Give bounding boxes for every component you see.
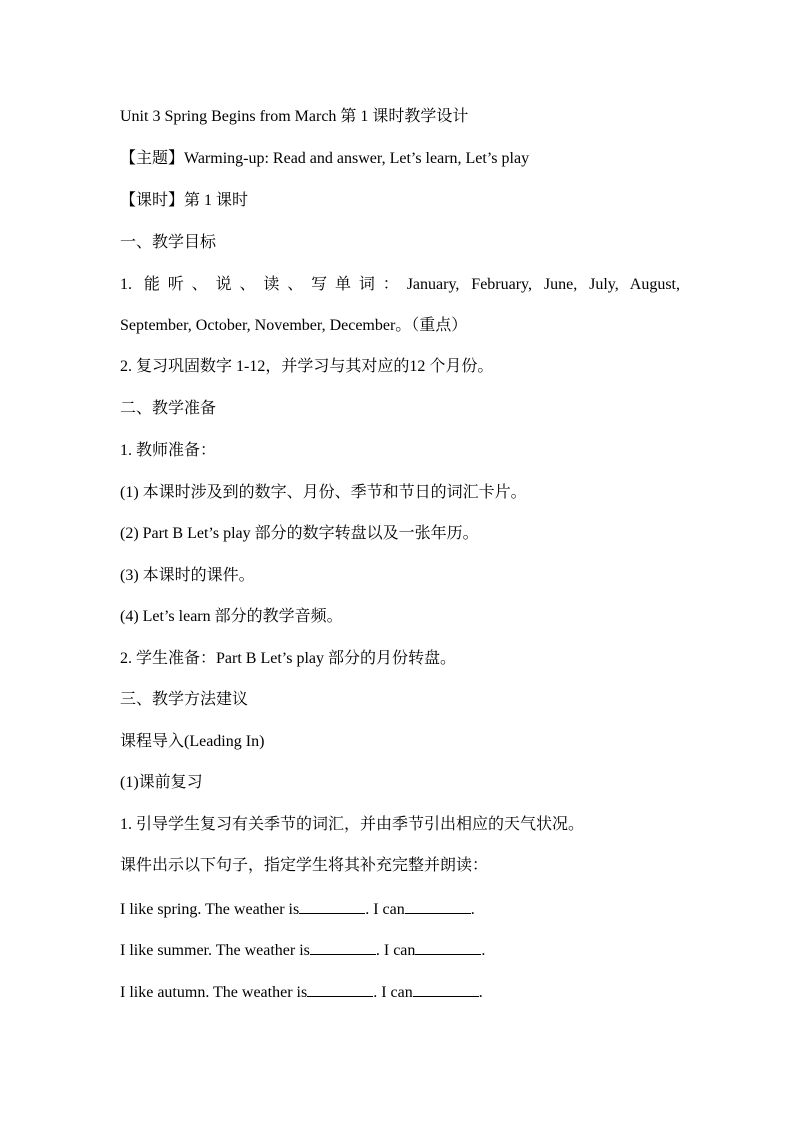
exercise-sentence	[120, 939, 680, 961]
sentence-text: .	[481, 942, 486, 959]
document-title: Unit 3 Spring Begins from March 第 1 课时教学设计	[120, 108, 469, 125]
section-heading-preparation: 二、教学准备	[120, 400, 217, 417]
sentence-text: I like spring. The weather is	[120, 901, 300, 918]
exercise-sentence	[120, 981, 680, 1003]
blank-field	[415, 939, 481, 955]
objective-item-1-line-1: 1. 能听、说、读、写单词：January, February, June, July, August,	[120, 276, 680, 293]
review-heading: (1)课前复习	[120, 774, 203, 791]
objective-item-2: 2. 复习巩固数字 1-12，并学习与其对应的12 个月份。	[120, 358, 494, 375]
instruction-line: 课件出示以下句子，指定学生将其补充完整并朗读：	[120, 857, 489, 874]
sentence-text: . I can	[373, 984, 413, 1001]
sentence-text: I like summer. The weather is	[120, 942, 310, 959]
section-heading-objectives: 一、教学目标	[120, 234, 217, 251]
sentence-text: . I can	[375, 942, 416, 959]
sentence-text: .	[470, 901, 475, 918]
sentence-text: I like autumn. The weather is	[120, 984, 308, 1001]
blank-field	[299, 898, 365, 914]
review-step-1: 1. 引导学生复习有关季节的词汇，并由季节引出相应的天气状况。	[120, 816, 585, 833]
theme-line: 【主题】Warming-up: Read and answer, Let’s learn, Let’s play	[120, 150, 530, 167]
teacher-prep: 1. 教师准备：	[120, 442, 217, 459]
student-prep: 2. 学生准备：Part B Let’s play 部分的月份转盘。	[120, 650, 456, 667]
sentence-text: .	[478, 984, 483, 1001]
exercise-sentence	[120, 898, 680, 920]
teacher-prep-item-4: (4) Let’s learn 部分的教学音频。	[120, 608, 343, 625]
blank-field	[307, 981, 373, 997]
leading-in-heading: 课程导入(Leading In)	[120, 733, 265, 750]
teacher-prep-item-1: (1) 本课时涉及到的数字、月份、季节和节日的词汇卡片。	[120, 484, 527, 501]
sentence-text: . I can	[365, 901, 405, 918]
section-heading-methods: 三、教学方法建议	[120, 691, 249, 708]
teacher-prep-item-3: (3) 本课时的课件。	[120, 567, 255, 584]
blank-field	[405, 898, 471, 914]
objective-item-1-line-2: September, October, November, December。（重点）	[120, 317, 468, 334]
blank-field	[413, 981, 479, 997]
teacher-prep-item-2: (2) Part B Let’s play 部分的数字转盘以及一张年历。	[120, 525, 479, 542]
blank-field	[310, 939, 376, 955]
period-line: 【课时】第 1 课时	[120, 192, 249, 209]
